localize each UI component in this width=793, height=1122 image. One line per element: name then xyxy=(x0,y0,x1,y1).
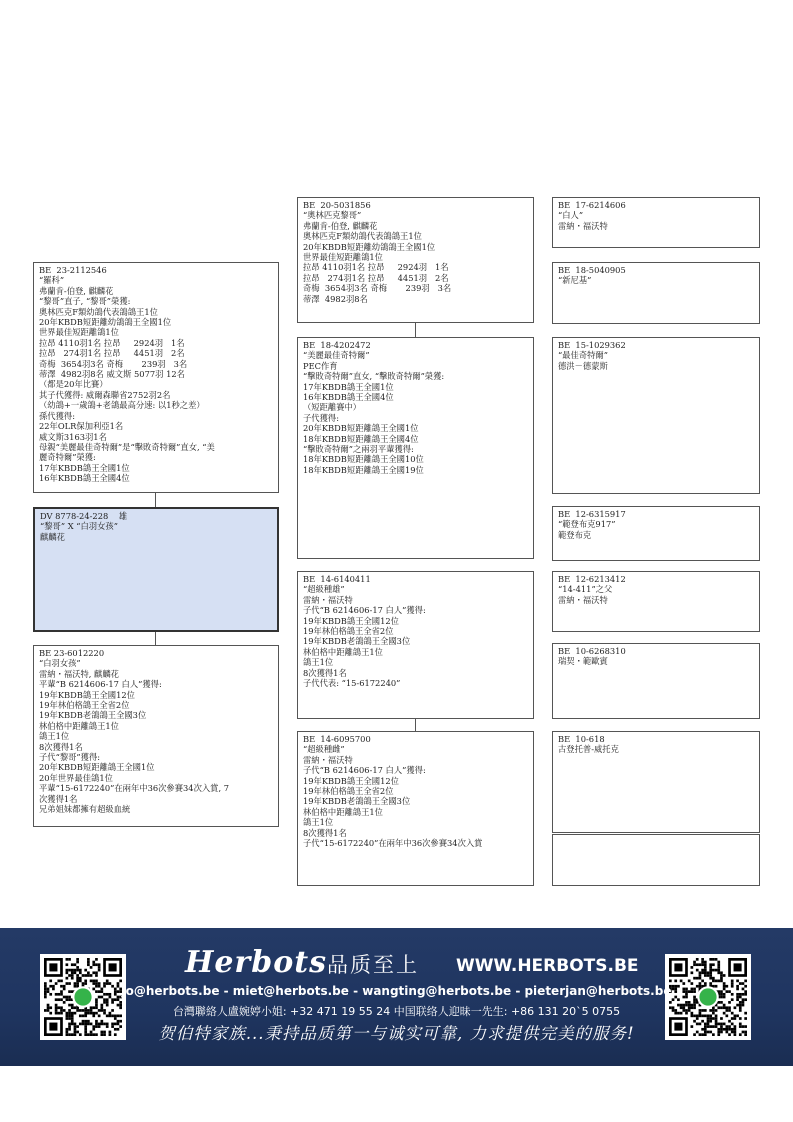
connector-line xyxy=(415,323,416,337)
pedigree-box-pigeon xyxy=(33,507,279,632)
pedigree-box-ff xyxy=(297,197,534,323)
email-addresses[interactable]: jo@herbots.be - miet@herbots.be - wangting@herbots.be - pieterjan@herbots.be xyxy=(121,984,672,998)
pedigree-line: 雷納・福沃特 xyxy=(558,220,608,231)
pedigree-line: 弗蘭肯-伯登, 麒麟花 xyxy=(39,285,114,296)
pedigree-line: BE 10-618 xyxy=(558,734,605,744)
pedigree-box-mmm xyxy=(552,834,760,886)
pedigree-line: 母親“美麗最佳奇特爾”是“擊敗奇特爾”直女, “美 xyxy=(39,441,215,452)
pedigree-line: BE 10-6268310 xyxy=(558,646,626,656)
pedigree-box-ffm xyxy=(552,262,760,324)
pedigree-line: 世界最佳短距離鴿1位 xyxy=(303,252,383,263)
connector-line xyxy=(155,632,156,645)
slogan: 品质至上 xyxy=(327,953,419,977)
pedigree-line: 17年KBDB鴿王全國1位 xyxy=(303,381,394,392)
pedigree-line: （短距離賽中） xyxy=(303,402,362,413)
pedigree-line: 奇梅 3654羽3名 奇梅 239羽 3名 xyxy=(39,358,188,369)
pedigree-line: 拉昂 274羽1名 拉昂 4451羽 2名 xyxy=(39,348,185,359)
pedigree-box-fm xyxy=(297,337,534,559)
pedigree-line: 範登布克 xyxy=(558,529,592,540)
pedigree-line: 次獲得1名 xyxy=(39,793,78,804)
pedigree-line: “白人” xyxy=(558,210,584,221)
pedigree-line: 德洪－德蒙斯 xyxy=(558,360,608,371)
pedigree-line: “黎哥” X “白羽女孩” xyxy=(40,521,118,532)
pedigree-line: BE 14-6095700 xyxy=(303,734,371,744)
pedigree-line: 8次獲得1名 xyxy=(303,827,347,838)
pedigree-line: 奇梅 3654羽3名 奇梅 239羽 3名 xyxy=(303,283,452,294)
pedigree-line: BE 15-1029362 xyxy=(558,340,626,350)
pedigree-line: “超級種雌” xyxy=(303,744,345,755)
pedigree-line: 古登托普-威托克 xyxy=(558,744,619,755)
pedigree-line: “新尼基” xyxy=(558,275,592,286)
pedigree-line: 世界最佳短距離鴿1位 xyxy=(39,327,119,338)
pedigree-line: 鴿王1位 xyxy=(303,657,334,668)
pedigree-line: BE 18-5040905 xyxy=(558,265,626,275)
pedigree-line: 19年KBDB老鴿鴿王全國3位 xyxy=(39,710,147,721)
pedigree-line: “最佳奇特爾” xyxy=(558,350,608,361)
pedigree-line: BE 18-4202472 xyxy=(303,340,371,350)
pedigree-line: 其子代獲得: 威爾森聯省2752羽2名 xyxy=(39,389,171,400)
pedigree-line: 19年林伯格鴿王全省2位 xyxy=(303,626,394,637)
pedigree-line: 威文斯3163羽1名 xyxy=(39,431,107,442)
pedigree-line: 孫代獲得: xyxy=(39,410,75,421)
pedigree-line: BE 17-6214606 xyxy=(558,200,626,210)
pedigree-line: 18年KBDB短距離鴿王全國4位 xyxy=(303,433,419,444)
pedigree-line: 林伯格中距離鴿王1位 xyxy=(39,720,119,731)
pedigree-line: DV 8778-24-228 雄 xyxy=(40,511,128,521)
pedigree-line: BE 23-2112546 xyxy=(39,265,107,275)
pedigree-line: 奧林匹克F類幼鴿代表鴿鴿王1位 xyxy=(303,231,422,242)
pedigree-line: 20年世界最佳鴿1位 xyxy=(39,772,113,783)
pedigree-line: “美麗最佳奇特爾” xyxy=(303,350,370,361)
pedigree-line: 平輩“B 6214606-17 白人”獲得: xyxy=(39,679,162,690)
pedigree-line: “14-411”之父 xyxy=(558,584,613,595)
pedigree-line: 雷納・福沃特 xyxy=(303,594,353,605)
pedigree-line: 20年KBDB短距離鴿王全國1位 xyxy=(303,423,419,434)
pedigree-line: BE 12-6315917 xyxy=(558,509,626,519)
pedigree-line: 19年KBDB老鴿鴿王全國3位 xyxy=(303,796,411,807)
connector-line xyxy=(415,719,416,731)
pedigree-line: 20年KBDB短距離鴿王全國1位 xyxy=(39,762,155,773)
website-link[interactable]: WWW.HERBOTS.BE xyxy=(456,956,639,976)
pedigree-line: 18年KBDB短距離鴿王全國10位 xyxy=(303,454,424,465)
pedigree-box-mmf xyxy=(552,731,760,833)
pedigree-line: 16年KBDB鴿王全國4位 xyxy=(39,473,130,484)
pedigree-line: “羅科” xyxy=(39,275,65,286)
pedigree-line: 蒂澤 4982羽8名 威文斯 5077羽 12名 xyxy=(39,369,185,380)
pedigree-line: “擊敗奇特爾”直女, “擊敗奇特爾”榮獲: xyxy=(303,371,445,382)
pedigree-line: 拉昂 4110羽1名 拉昂 2924羽 1名 xyxy=(303,262,449,273)
pedigree-box-mm xyxy=(297,731,534,886)
brand-row xyxy=(185,945,639,980)
pedigree-line: 雷納・福沃特 xyxy=(558,594,608,605)
pedigree-line: 雷納・福沃特 xyxy=(303,754,353,765)
contact-phones: 台灣聯絡人盧婉婷小姐: +32 471 19 55 24 中国联络人迎昧一先生: +86 131 20`5 0755 xyxy=(172,1005,621,1018)
pedigree-box-mfm xyxy=(552,643,760,719)
pedigree-line: 鴿王1位 xyxy=(303,817,334,828)
pedigree-line: 瑞契・範歐賓 xyxy=(558,656,608,667)
pedigree-line: 18年KBDB短距離鴿王全國19位 xyxy=(303,464,424,475)
pedigree-line: 弗蘭肯-伯登, 麒麟花 xyxy=(303,220,378,231)
connector-line xyxy=(155,493,156,507)
pedigree-line: 22年OLR保加利亞1名 xyxy=(39,421,124,432)
footer-banner xyxy=(0,928,793,1066)
pedigree-line: 20年KBDB短距離幼鴿鴿王全國1位 xyxy=(39,317,172,328)
pedigree-line: “擊敗奇特爾”之兩羽平輩獲得: xyxy=(303,444,414,455)
pedigree-line: 拉昂 274羽1名 拉昂 4451羽 2名 xyxy=(303,272,449,283)
pedigree-line: PEC作育 xyxy=(303,360,338,371)
pedigree-line: 蒂澤 4982羽8名 xyxy=(303,293,368,304)
pedigree-line: 麒麟花 xyxy=(40,531,65,542)
herbots-logo: Herbots xyxy=(185,945,327,980)
mission-statement: 贺伯特家族...秉持品质第一与诚实可靠, 力求提供完美的服务! xyxy=(158,1024,635,1043)
pedigree-line: 19年KBDB鴿王全國12位 xyxy=(303,775,399,786)
pedigree-line: 17年KBDB鴿王全國1位 xyxy=(39,462,130,473)
pedigree-line: 子代“B 6214606-17 白人”獲得: xyxy=(303,605,426,616)
pedigree-line: 拉昂 4110羽1名 拉昂 2924羽 1名 xyxy=(39,337,185,348)
pedigree-line: 子代代表: “15-6172240” xyxy=(303,678,401,689)
pedigree-box-fmm xyxy=(552,506,760,561)
pedigree-line: （幼鴿+一歲鴿+老鴿最高分速: 以1秒之差） xyxy=(39,400,205,411)
pedigree-box-mf xyxy=(297,571,534,719)
pedigree-line: 雷納・福沃特, 麒麟花 xyxy=(39,668,119,679)
pedigree-line: “範登布克917” xyxy=(558,519,616,530)
pedigree-line: 子代“B 6214606-17 白人”獲得: xyxy=(303,765,426,776)
pedigree-box-mother xyxy=(33,645,279,827)
pedigree-line: 8次獲得1名 xyxy=(303,667,347,678)
pedigree-line: 19年林伯格鴿王全省2位 xyxy=(303,786,394,797)
pedigree-line: BE 12-6213412 xyxy=(558,574,626,584)
pedigree-line: BE 20-5031856 xyxy=(303,200,371,210)
pedigree-line: 19年KBDB鴿王全國12位 xyxy=(303,615,399,626)
pedigree-line: 麗奇特爾”榮獲: xyxy=(39,452,96,463)
pedigree-line: 子代“15-6172240”在兩年中36次參賽34次入賞 xyxy=(303,838,483,849)
pedigree-line: 兄弟姐妹都擁有超級血統 xyxy=(39,804,131,815)
pedigree-box-father xyxy=(33,262,279,493)
pedigree-line: 林伯格中距離鴿王1位 xyxy=(303,646,383,657)
pedigree-line: “白羽女孩” xyxy=(39,658,81,669)
pedigree-line: 8次獲得1名 xyxy=(39,741,83,752)
pedigree-line: “奧林匹克黎哥” xyxy=(303,210,362,221)
pedigree-line: BE 14-6140411 xyxy=(303,574,371,584)
pedigree-line: 奧林匹克F類幼鴿代表鴿鴿王1位 xyxy=(39,306,158,317)
pedigree-box-fmf xyxy=(552,337,760,494)
pedigree-line: “黎哥”直子, “黎哥”榮獲: xyxy=(39,296,131,307)
pedigree-line: 19年KBDB鴿王全國12位 xyxy=(39,689,135,700)
pedigree-box-fff xyxy=(552,197,760,248)
pedigree-line: 19年KBDB老鴿鴿王全國3位 xyxy=(303,636,411,647)
pedigree-line: 平輩“15-6172240”在兩年中36次參賽34次入賞, 7 xyxy=(39,783,230,794)
pedigree-line: 19年林伯格鴿王全省2位 xyxy=(39,700,130,711)
pedigree-line: 16年KBDB鴿王全國4位 xyxy=(303,392,394,403)
pedigree-line: 鴿王1位 xyxy=(39,731,70,742)
pedigree-line: （都是20年比賽） xyxy=(39,379,108,390)
pedigree-line: 林伯格中距離鴿王1位 xyxy=(303,806,383,817)
pedigree-line: 子代獲得: xyxy=(303,412,339,423)
pedigree-line: “超級種雄” xyxy=(303,584,345,595)
pedigree-line: BE 23-6012220 xyxy=(39,648,105,658)
pedigree-line: 子代“黎哥”獲得: xyxy=(39,752,101,763)
pedigree-box-mff xyxy=(552,571,760,632)
pedigree-line: 20年KBDB短距離幼鴿鴿王全國1位 xyxy=(303,241,436,252)
